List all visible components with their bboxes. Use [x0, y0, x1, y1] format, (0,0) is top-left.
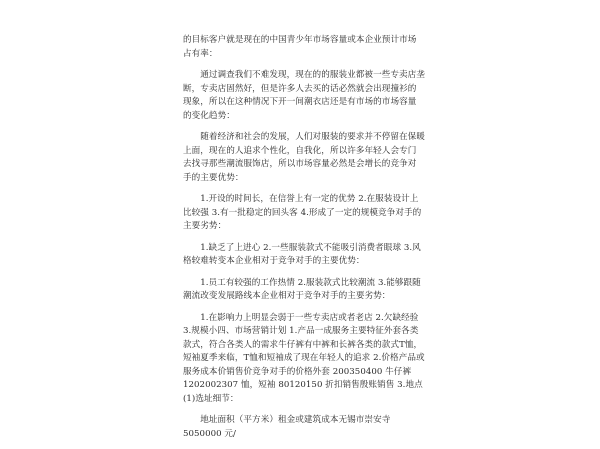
paragraph-market-survey: 通过调查我们不难发现，现在的的服装业都被一些专卖店垄断，专卖店固然好，但是许多人去买的话必然就会出现撞衫的现象，所以在这种情况下开一间潮衣店还是有市场的市场容量的变化趋势：: [183, 70, 425, 121]
paragraph-location-details: 地址面积（平方米）租金或建筑成本无锡市崇安寺 5050000 元/: [183, 415, 391, 439]
paragraph-competitor-weaknesses: 1.缺乏了上进心 2.一些服装款式不能吸引消费者眼球 3.风格较难转变本企业相对于竞争对手的主要优势：: [183, 242, 421, 266]
paragraph-market-growth: 随着经济和社会的发展，人们对服装的要求并不停留在保暖上面，现在的人追求个性化，自我化，所以许多年轻人会专门去找寻那些潮流服饰店，所以市场容量必然是会增长的竞争对手的主要优势：: [183, 132, 425, 183]
paragraph-own-strengths: 1.员工有较强的工作热情 2.服装款式比较潮流 3.能够跟随潮流改变发展路线本企业相对于竞争对手的主要劣势：: [183, 277, 421, 301]
paragraph-target-customers: 的目标客户就是现在的中国青少年市场容量或本企业预计市场占有率：: [183, 35, 417, 59]
document-body: [183, 34, 425, 449]
paragraph-competitor-strengths: 1.开设的时间长，在信誉上有一定的优势 2.在服装设计上比较强 3.有一批稳定的回头客 4.形成了一定的规模竞争对手的主要劣势：: [183, 194, 422, 231]
paragraph-own-weaknesses-marketing-plan: 1.在影响力上明显会弱于一些专卖店或者老店 2.欠缺经验 3.规模小四、市场营销计划 1.产品一成服务主要特征外套各类款式，符合各类人的需求牛仔裤有中裤和长裤各类的款式T恤，短袖夏季来临，T恤和短袖成了现在年轻人的追求 2.价格产品或服务成本价销售价竞争对手的价格外套 200350400 牛仔裤 1202002307 恤，短袖 80120150 折扣销售殷账销售 3.地点(1)选址细节：: [183, 312, 425, 404]
